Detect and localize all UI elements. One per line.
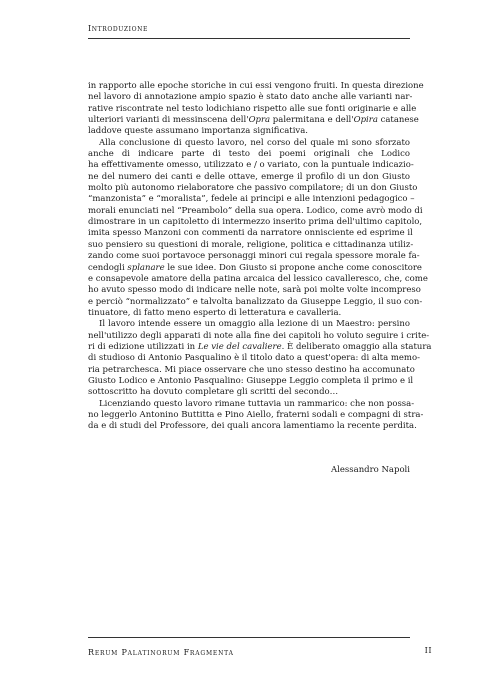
header-rule	[88, 38, 410, 39]
text-run: sottoscritto ha dovuto completare gli scritti del secondo…	[88, 387, 339, 398]
text-run: suo pensiero su questioni di morale, religione, politica e cittadinanza utiliz-	[88, 239, 414, 250]
text-run: cendogli	[88, 262, 128, 273]
text-line	[88, 353, 420, 364]
text-run: Alla conclusione di questo lavoro, nel corso del quale mi sono sforzato	[99, 137, 410, 148]
footer-rule	[88, 637, 410, 638]
text-line	[88, 296, 423, 308]
text-line	[88, 421, 417, 432]
text-line	[88, 81, 424, 92]
text-line	[88, 330, 430, 342]
text-line	[88, 138, 410, 149]
text-line	[88, 217, 423, 228]
text-line	[88, 262, 422, 274]
paragraph	[88, 137, 428, 320]
italic-text: Opra	[248, 115, 271, 126]
text-run: morali enunciati nel “Preambolo” della sua opera. Lodico, come avrò modo di	[88, 205, 423, 216]
text-run: ulteriori varianti di messinscena dell'	[88, 115, 249, 126]
text-line	[88, 172, 410, 183]
text-run: di studioso di Antonio Pasqualino è il titolo dato a quest'opera: di alta memo-	[88, 353, 420, 364]
text-run: ho avuto spesso modo di indicare nelle note, sarà poi molte volte incompreso	[88, 285, 421, 296]
text-run: le sue idee. Don Giusto si propone anche come conoscitore	[164, 262, 422, 273]
signature: Alessandro Napoli	[331, 465, 410, 475]
text-line	[88, 115, 419, 126]
text-run: imita spesso Manzoni con commenti da narratore onnisciente ed esprime il	[88, 228, 413, 239]
text-run: “manzonista” e “moralista”, fedele ai principi e alle intenzioni pedagogico –	[88, 194, 415, 205]
text-run: in rapporto alle epoche storiche in cui essi vengono fruiti. In questa direzione	[88, 81, 424, 91]
paragraph	[88, 398, 424, 433]
page-number: II	[424, 646, 432, 655]
text-run: rative riscontrate nel testo lodichiano rispetto alle sue fonti originarie e alle	[88, 103, 417, 114]
text-line	[88, 398, 415, 410]
text-run: tinuatore, di fatto meno esperto di letteratura e cavalleria.	[88, 307, 342, 318]
text-line	[88, 319, 410, 330]
paragraph	[88, 319, 432, 398]
text-run: zando come suoi portavoce personaggi minori cui regala spessore morale fa-	[88, 251, 420, 262]
text-run: ri di edizione utilizzati in	[88, 341, 198, 352]
text-run: nell'utilizzo degli apparati di note alla fine dei capitoli ho voluto seguire i crite-	[88, 330, 430, 341]
text-line	[88, 149, 410, 160]
text-run: Il lavoro intende essere un omaggio alla lezione di un Maestro: persino	[99, 319, 410, 330]
text-run: laddove queste assumano importanza significativa.	[88, 126, 308, 137]
running-foot: Rerum Palatinorum Fragmenta	[88, 648, 234, 657]
text-run: nel lavoro di annotazione ampio spazio è stato dato anche alle varianti nar-	[88, 92, 413, 103]
text-line	[88, 341, 432, 353]
text-line	[88, 239, 414, 251]
text-line	[88, 285, 421, 296]
text-line	[88, 205, 423, 217]
text-run: molto più autonomo rielaboratore che passivo compilatore; di un don Giusto	[88, 183, 418, 194]
text-run: da e di studi del Professore, dei quali ancora lamentiamo la recente perdita.	[88, 421, 417, 432]
text-line	[88, 160, 414, 171]
text-line	[88, 92, 413, 103]
text-run: . È deliberato omaggio alla statura	[281, 341, 432, 352]
text-line	[88, 228, 413, 239]
text-line	[88, 194, 415, 205]
running-head: Introduzione	[88, 24, 149, 33]
italic-text: Le vie del cavaliere	[197, 341, 282, 352]
text-run: e perciò “normalizzato” e talvolta banalizzato da Giuseppe Leggio, il suo con-	[88, 296, 423, 307]
italic-text: splanare	[127, 262, 165, 273]
text-line	[88, 364, 415, 376]
text-run: anche di indicare parte di testo dei poemi originali che Lodico	[88, 149, 410, 160]
text-line	[88, 183, 418, 194]
paragraph	[88, 81, 424, 138]
text-run: ria petrarchesca. Mi piace osservare che uno stesso destino ha accomunato	[88, 364, 415, 375]
text-run: dimostrare in un capitoletto di intermezzo inserito prima dell'ultimo capitolo,	[88, 217, 423, 228]
text-line	[88, 103, 417, 115]
text-run: catanese	[377, 115, 419, 126]
text-line	[88, 409, 424, 421]
text-run: palermitana e dell'	[270, 115, 354, 126]
italic-text: Opira	[353, 115, 378, 126]
text-line	[88, 387, 410, 398]
text-run: no leggerlo Antonino Buttitta e Pino Aiello, fraterni sodali e compagni di stra-	[88, 409, 424, 420]
text-run: e consapevole amatore della patina arcaica del lessico cavalleresco, che, come	[88, 273, 428, 284]
text-run: Licenziando questo lavoro rimane tuttavia un rammarico: che non possa-	[99, 398, 415, 409]
text-run: ha effettivamente omesso, utilizzato e / o variato, con la puntuale indicazio-	[88, 160, 414, 171]
text-line	[88, 308, 410, 319]
text-line	[88, 273, 428, 285]
text-run: Giusto Lodico e Antonio Pasqualino: Giuseppe Leggio completa il primo e il	[88, 375, 414, 386]
body-text	[88, 81, 432, 433]
text-run: ne del numero dei canti e delle ottave, emerge il profilo di un don Giusto	[88, 171, 410, 182]
text-line	[88, 126, 410, 137]
text-line	[88, 375, 414, 387]
text-line	[88, 251, 420, 262]
